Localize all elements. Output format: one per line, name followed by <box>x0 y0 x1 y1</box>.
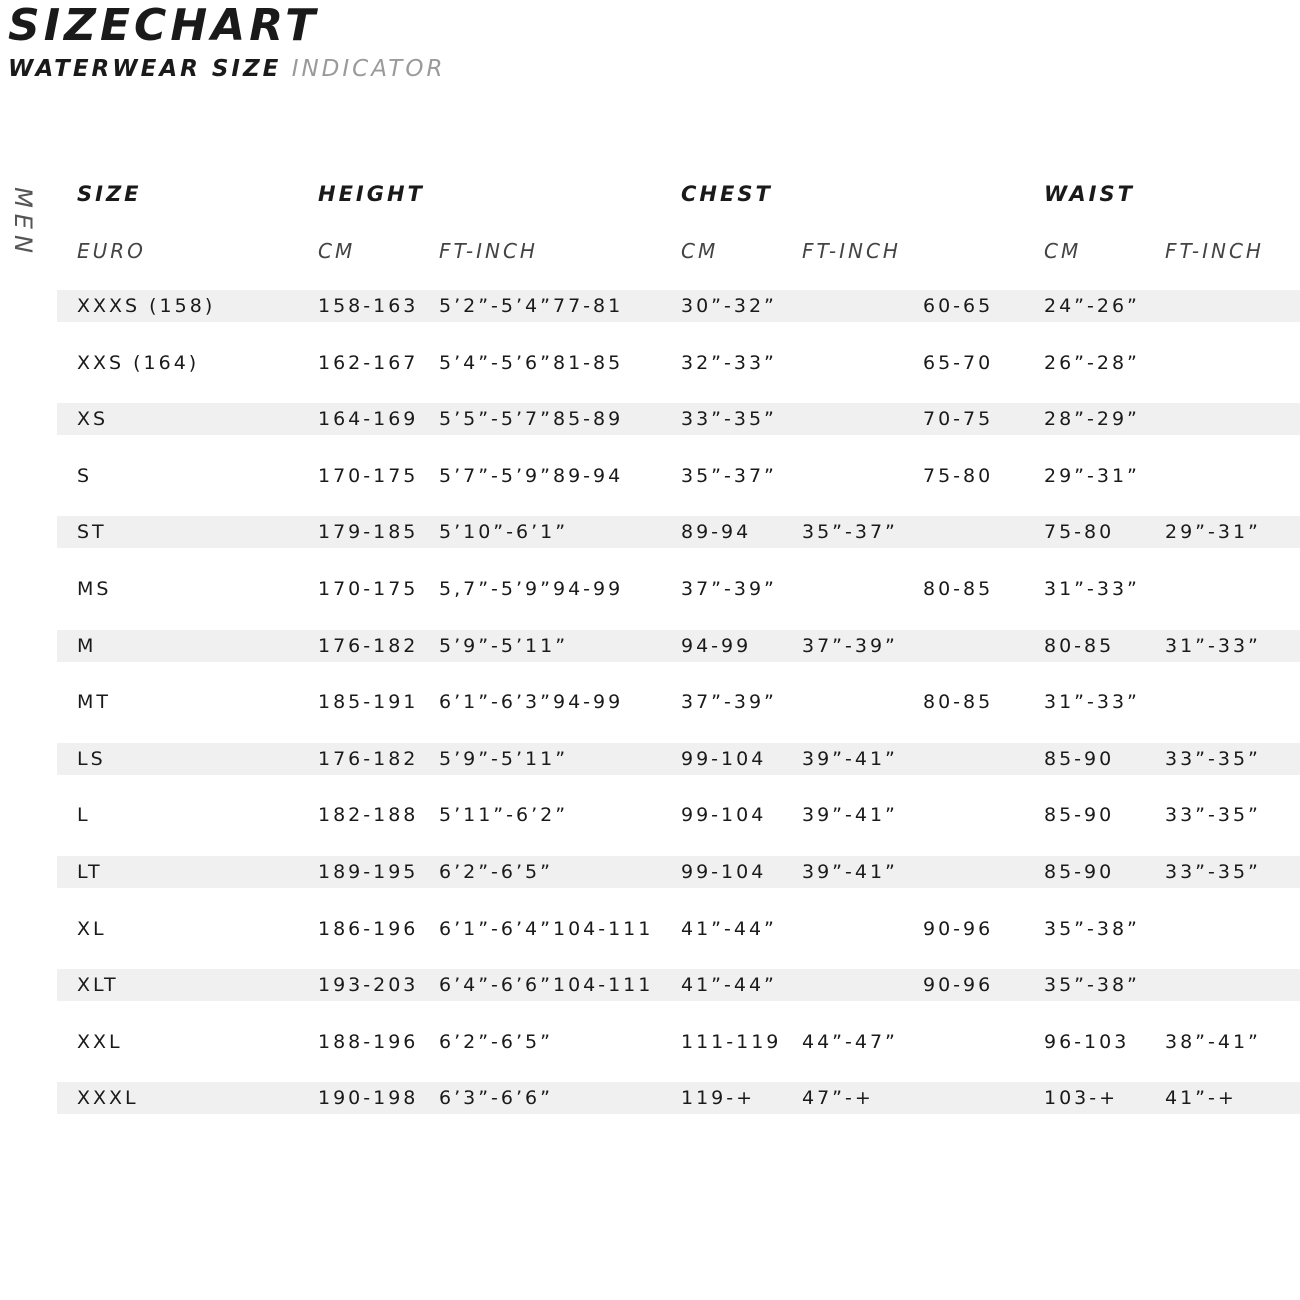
table-row <box>57 290 1300 322</box>
cell-chest-cm: 99-104 <box>681 748 767 770</box>
cell-chest-cm: 99-104 <box>681 804 767 826</box>
cell-height-cm: 170-175 <box>318 578 419 600</box>
cell-size-euro: S <box>77 465 93 487</box>
cell-size-euro: LT <box>77 861 103 883</box>
cell-size-euro: M <box>77 635 97 657</box>
cell-height-cm: 179-185 <box>318 521 419 543</box>
cell-height-ftinch: 6’4”-6’6”104-111 <box>439 974 654 996</box>
cell-waist-ftinch: 38”-41” <box>1165 1031 1261 1053</box>
table-row <box>57 686 1300 718</box>
subheader-height-cm: CM <box>318 239 356 263</box>
cell-height-ftinch: 5’5”-5’7”85-89 <box>439 408 624 430</box>
cell-height-cm: 176-182 <box>318 635 419 657</box>
cell-height-cm: 182-188 <box>318 804 419 826</box>
cell-size-euro: XL <box>77 918 107 940</box>
header-waist: WAIST <box>1044 182 1135 206</box>
cell-chest-cm: 35”-37” <box>681 465 777 487</box>
subtitle-light: INDICATOR <box>291 56 446 82</box>
cell-chest-cm: 111-119 <box>681 1031 782 1053</box>
cell-size-euro: MS <box>77 578 112 600</box>
cell-waist-ftinch: 29”-31” <box>1165 521 1261 543</box>
cell-height-cm: 162-167 <box>318 352 419 374</box>
cell-size-euro: XS <box>77 408 109 430</box>
cell-height-ftinch: 6’3”-6’6” <box>439 1087 553 1109</box>
cell-size-euro: LS <box>77 748 106 770</box>
cell-height-ftinch: 6’2”-6’5” <box>439 1031 553 1053</box>
subheader-chest-ftinch: FT-INCH <box>802 239 901 263</box>
table-row <box>57 347 1300 379</box>
cell-waist-cm: 96-103 <box>1044 1031 1130 1053</box>
cell-chest-ftinch: 39”-41” <box>802 861 898 883</box>
table-row <box>57 403 1300 435</box>
cell-height-cm: 189-195 <box>318 861 419 883</box>
cell-extra: 80-85 <box>923 578 994 600</box>
cell-waist-cm: 31”-33” <box>1044 578 1140 600</box>
cell-chest-cm: 99-104 <box>681 861 767 883</box>
table-row <box>57 516 1300 548</box>
cell-waist-ftinch: 31”-33” <box>1165 635 1261 657</box>
cell-chest-cm: 37”-39” <box>681 578 777 600</box>
cell-chest-cm: 41”-44” <box>681 974 777 996</box>
header-height: HEIGHT <box>318 182 425 206</box>
cell-height-ftinch: 5’4”-5’6”81-85 <box>439 352 624 374</box>
cell-size-euro: XXXS (158) <box>77 295 216 317</box>
cell-size-euro: XXL <box>77 1031 123 1053</box>
cell-extra: 90-96 <box>923 918 994 940</box>
cell-extra: 75-80 <box>923 465 994 487</box>
cell-chest-cm: 119-+ <box>681 1087 756 1109</box>
table-row <box>57 460 1300 492</box>
cell-extra: 60-65 <box>923 295 994 317</box>
subheader-waist-ftinch: FT-INCH <box>1165 239 1264 263</box>
table-row <box>57 743 1300 775</box>
cell-size-euro: ST <box>77 521 107 543</box>
cell-chest-cm: 37”-39” <box>681 691 777 713</box>
table-row <box>57 856 1300 888</box>
cell-height-ftinch: 5’10”-6’1” <box>439 521 569 543</box>
subheader-chest-cm: CM <box>681 239 719 263</box>
cell-size-euro: L <box>77 804 91 826</box>
cell-waist-cm: 75-80 <box>1044 521 1115 543</box>
table-row <box>57 1026 1300 1058</box>
cell-size-euro: XXS (164) <box>77 352 200 374</box>
table-row <box>57 969 1300 1001</box>
cell-waist-cm: 29”-31” <box>1044 465 1140 487</box>
cell-extra: 70-75 <box>923 408 994 430</box>
cell-height-ftinch: 5’2”-5’4”77-81 <box>439 295 624 317</box>
cell-waist-ftinch: 33”-35” <box>1165 804 1261 826</box>
cell-waist-cm: 28”-29” <box>1044 408 1140 430</box>
cell-waist-ftinch: 33”-35” <box>1165 748 1261 770</box>
cell-chest-cm: 33”-35” <box>681 408 777 430</box>
cell-size-euro: MT <box>77 691 111 713</box>
subheader-height-ftinch: FT-INCH <box>439 239 538 263</box>
cell-extra: 65-70 <box>923 352 994 374</box>
table-row <box>57 913 1300 945</box>
cell-chest-ftinch: 47”-+ <box>802 1087 874 1109</box>
cell-size-euro: XXXL <box>77 1087 139 1109</box>
cell-chest-cm: 41”-44” <box>681 918 777 940</box>
cell-size-euro: XLT <box>77 974 119 996</box>
cell-chest-cm: 89-94 <box>681 521 752 543</box>
cell-height-cm: 188-196 <box>318 1031 419 1053</box>
gender-label <box>5 183 41 263</box>
cell-height-cm: 158-163 <box>318 295 419 317</box>
cell-waist-cm: 103-+ <box>1044 1087 1119 1109</box>
cell-waist-cm: 85-90 <box>1044 861 1115 883</box>
cell-height-ftinch: 6’1”-6’4”104-111 <box>439 918 654 940</box>
cell-waist-cm: 26”-28” <box>1044 352 1140 374</box>
cell-height-ftinch: 5’9”-5’11” <box>439 748 569 770</box>
cell-chest-ftinch: 35”-37” <box>802 521 898 543</box>
cell-waist-cm: 24”-26” <box>1044 295 1140 317</box>
header-size: SIZE <box>77 182 142 206</box>
cell-chest-ftinch: 44”-47” <box>802 1031 898 1053</box>
cell-height-ftinch: 5’11”-6’2” <box>439 804 569 826</box>
cell-height-cm: 185-191 <box>318 691 419 713</box>
cell-waist-cm: 31”-33” <box>1044 691 1140 713</box>
cell-chest-cm: 94-99 <box>681 635 752 657</box>
cell-waist-cm: 80-85 <box>1044 635 1115 657</box>
cell-height-cm: 176-182 <box>318 748 419 770</box>
header-chest: CHEST <box>681 182 773 206</box>
cell-extra: 80-85 <box>923 691 994 713</box>
cell-height-cm: 170-175 <box>318 465 419 487</box>
table-row <box>57 799 1300 831</box>
cell-waist-cm: 35”-38” <box>1044 974 1140 996</box>
cell-waist-ftinch: 41”-+ <box>1165 1087 1237 1109</box>
cell-waist-cm: 35”-38” <box>1044 918 1140 940</box>
cell-height-cm: 190-198 <box>318 1087 419 1109</box>
subtitle-bold: WATERWEAR SIZE <box>8 56 282 82</box>
page-title: SIZECHART <box>8 0 320 51</box>
page-subtitle <box>8 56 445 82</box>
subheader-euro: EURO <box>77 239 146 263</box>
cell-height-ftinch: 5’7”-5’9”89-94 <box>439 465 624 487</box>
cell-chest-cm: 30”-32” <box>681 295 777 317</box>
cell-height-cm: 186-196 <box>318 918 419 940</box>
table-row <box>57 630 1300 662</box>
cell-chest-ftinch: 37”-39” <box>802 635 898 657</box>
cell-waist-cm: 85-90 <box>1044 748 1115 770</box>
cell-height-cm: 193-203 <box>318 974 419 996</box>
subheader-waist-cm: CM <box>1044 239 1082 263</box>
cell-height-ftinch: 6’2”-6’5” <box>439 861 553 883</box>
cell-height-ftinch: 5,7”-5’9”94-99 <box>439 578 624 600</box>
gender-label-text: MEN <box>9 187 37 259</box>
cell-height-ftinch: 5’9”-5’11” <box>439 635 569 657</box>
table-row <box>57 573 1300 605</box>
cell-height-ftinch: 6’1”-6’3”94-99 <box>439 691 624 713</box>
cell-waist-ftinch: 33”-35” <box>1165 861 1261 883</box>
cell-chest-ftinch: 39”-41” <box>802 748 898 770</box>
cell-extra: 90-96 <box>923 974 994 996</box>
cell-waist-cm: 85-90 <box>1044 804 1115 826</box>
cell-chest-ftinch: 39”-41” <box>802 804 898 826</box>
cell-height-cm: 164-169 <box>318 408 419 430</box>
table-row <box>57 1082 1300 1114</box>
cell-chest-cm: 32”-33” <box>681 352 777 374</box>
